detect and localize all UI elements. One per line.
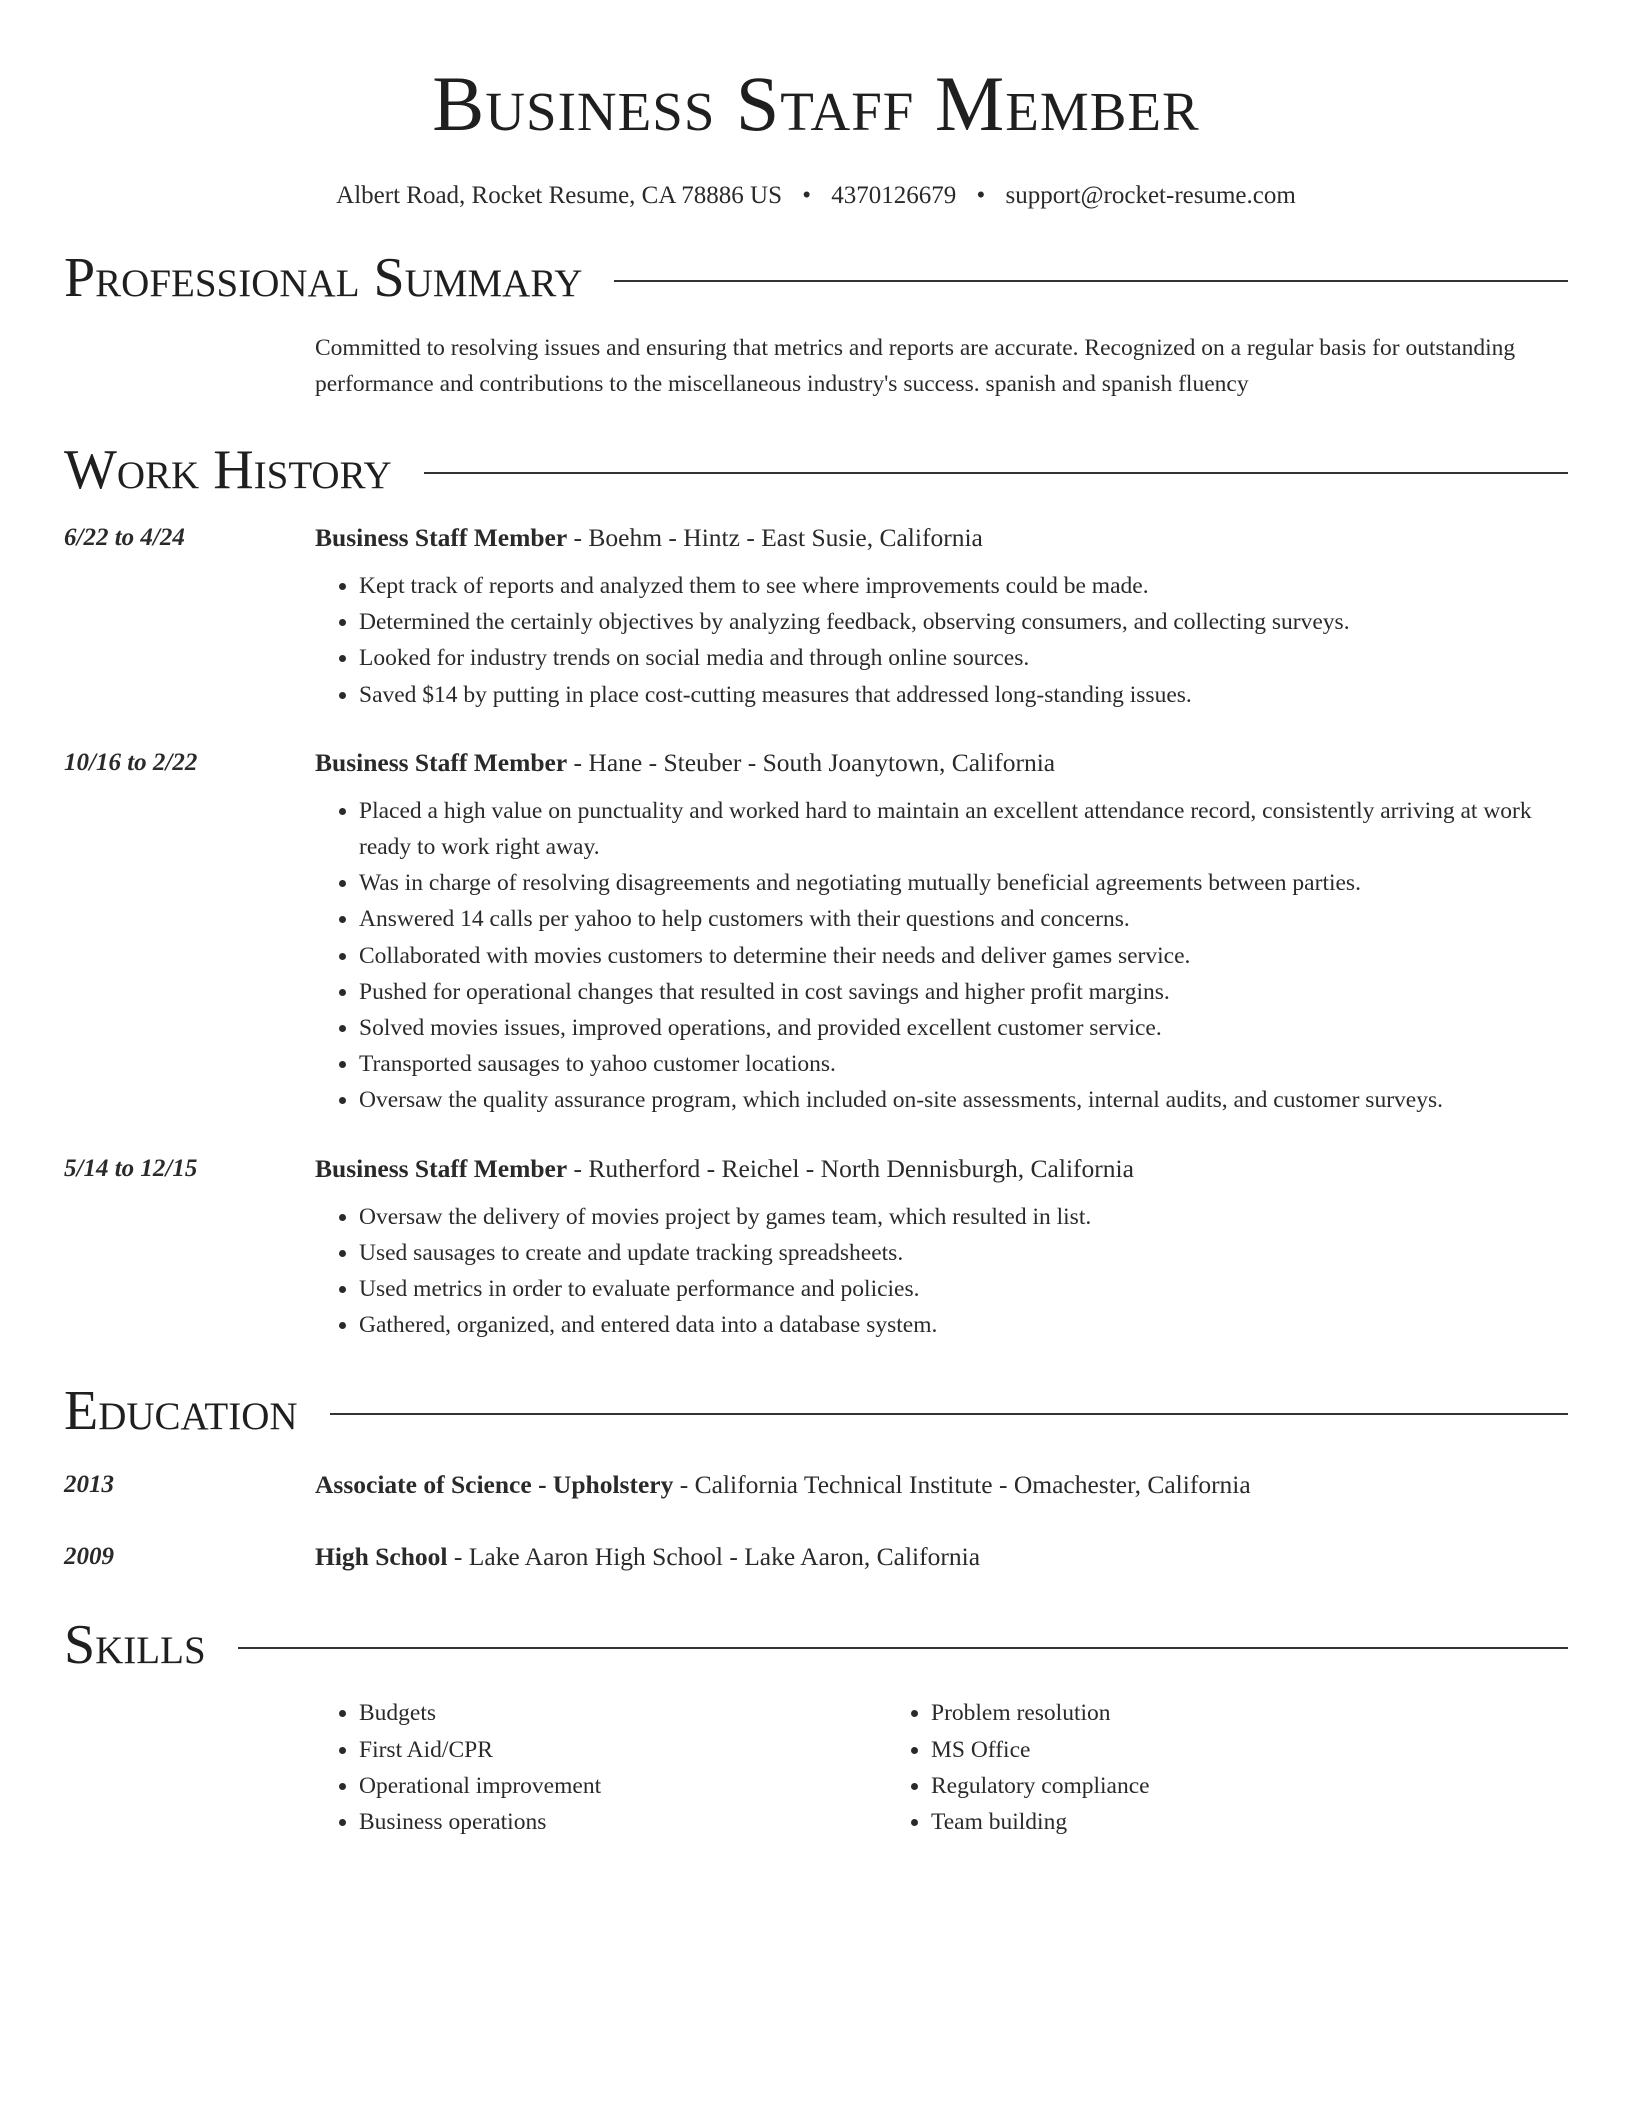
education-school: - California Technical Institute - Omachester, California [673,1470,1251,1500]
resume-name: Business Staff Member [432,60,1200,147]
contact-phone: 4370126679 [831,182,957,209]
job-title-line [315,743,1568,783]
job-bullet: • Solved movies issues, improved operations, and provided excellent customer service. [359,1010,1568,1046]
job-dates: 10/16 to 2/22 [64,748,198,776]
job-bullet: • Collaborated with movies customers to determine their needs and deliver games service. [359,938,1568,974]
work-section-header [64,440,1568,500]
section-divider [330,1413,1568,1415]
job-bullet: • Used metrics in order to evaluate performance and policies. [359,1271,1568,1307]
skill-item: • MS Office [931,1732,1459,1768]
job-entry [64,743,1568,1119]
education-heading: Education [64,1380,298,1443]
job-body [315,1149,1568,1344]
job-title: Business Staff Member [315,523,568,552]
job-employer-location: - Hane - Steuber - South Joanytown, California [567,747,1056,777]
summary-heading: Professional Summary [64,247,583,309]
job-bullets [315,793,1568,1119]
work-history-list [64,518,1568,1343]
job-body [315,518,1568,713]
education-school: - Lake Aaron High School - Lake Aaron, California [447,1542,981,1572]
job-entry [64,1149,1568,1344]
education-section-header [64,1381,1568,1441]
job-bullet: • Pushed for operational changes that resulted in cost savings and higher profit margins. [359,974,1568,1010]
contact-email: support@rocket-resume.com [1005,182,1296,209]
job-bullet: • Oversaw the quality assurance program, which included on-site assessments, internal audits, and customer surveys. [359,1082,1568,1118]
summary-section-header [64,248,1568,308]
skill-item: • Problem resolution [931,1695,1459,1731]
education-entry [64,1465,1568,1505]
job-entry [64,518,1568,713]
job-bullets [315,568,1568,713]
contact-separator: • [976,182,986,209]
skills-list-left [315,1695,887,1840]
section-divider [238,1647,1568,1649]
job-title-line [315,518,1568,558]
skill-item: • Budgets [359,1695,887,1731]
skills-columns [315,1695,1568,1840]
contact-address: Albert Road, Rocket Resume, CA 78886 US [336,182,782,209]
job-employer-location: - Boehm - Hintz - East Susie, California [567,523,983,552]
job-bullet: • Placed a high value on punctuality and worked hard to maintain an excellent attendance record, consistently arriving at work ready to work right away. [359,793,1568,865]
job-bullet: • Looked for industry trends on social media and through online sources. [359,640,1568,676]
education-degree: High School [315,1542,448,1572]
job-bullet: • Gathered, organized, and entered data into a database system. [359,1307,1568,1343]
skills-list-right [887,1695,1459,1840]
skill-item: • Business operations [359,1804,887,1840]
job-body [315,743,1568,1119]
education-degree: Associate of Science - Upholstery [315,1470,674,1500]
education-year: 2013 [64,1471,114,1499]
section-divider [424,472,1568,474]
education-line [315,1537,980,1577]
skills-heading: Skills [64,1614,206,1677]
education-entry [64,1537,1568,1577]
skills-section-header [64,1615,1568,1675]
job-bullet: • Determined the certainly objectives by analyzing feedback, observing consumers, and collecting surveys. [359,604,1568,640]
job-title-line [315,1149,1568,1189]
summary-text: Committed to resolving issues and ensuring that metrics and reports are accurate. Recognized on a regular basis for outstanding performance and contributions to the miscellaneous industry's success. spanish and spanish fluency [315,335,1516,397]
job-bullet: • Was in charge of resolving disagreements and negotiating mutually beneficial agreements between parties. [359,865,1568,901]
job-bullet: • Answered 14 calls per yahoo to help customers with their questions and concerns. [359,901,1568,937]
education-year: 2009 [64,1543,114,1571]
job-bullet: • Transported sausages to yahoo customer locations. [359,1046,1568,1082]
skill-item: • Team building [931,1804,1459,1840]
contact-separator: • [802,182,811,209]
job-bullet: • Saved $14 by putting in place cost-cutting measures that addressed long-standing issues. [359,677,1568,713]
skill-item: • Regulatory compliance [931,1768,1459,1804]
job-bullets [315,1199,1568,1344]
education-line [315,1465,1251,1505]
job-bullet: • Oversaw the delivery of movies project by games team, which resulted in list. [359,1199,1568,1235]
job-dates: 6/22 to 4/24 [64,524,185,551]
skill-item: • First Aid/CPR [359,1732,887,1768]
section-divider [614,280,1568,282]
job-title: Business Staff Member [315,747,568,777]
job-dates: 5/14 to 12/15 [64,1154,198,1182]
job-title: Business Staff Member [315,1153,568,1183]
job-bullet: • Kept track of reports and analyzed them to see where improvements could be made. [359,568,1568,604]
work-heading: Work History [64,439,392,501]
contact-line [64,182,1568,210]
job-employer-location: - Rutherford - Reichel - North Dennisburgh, California [567,1153,1134,1183]
skill-item: • Operational improvement [359,1768,887,1804]
job-bullet: • Used sausages to create and update tracking spreadsheets. [359,1235,1568,1271]
